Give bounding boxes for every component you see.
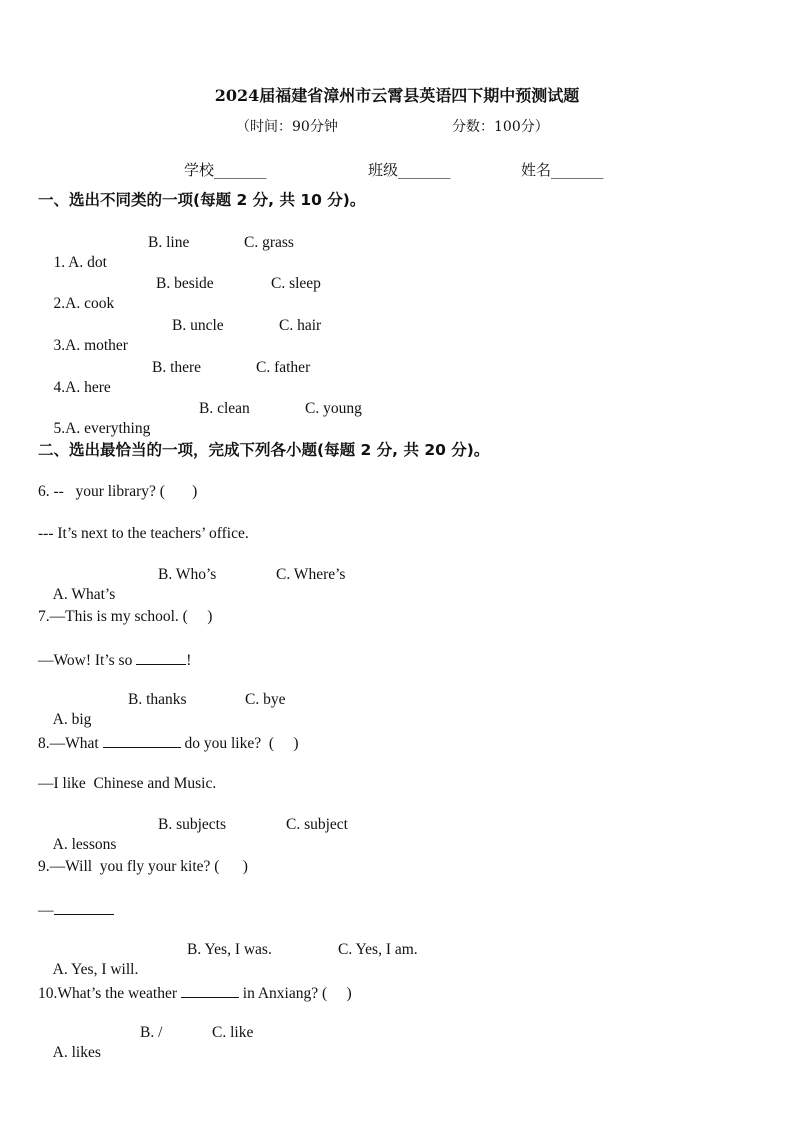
class-field: 班级_______ xyxy=(368,161,451,179)
section2-heading: 二、选出最恰当的一项，完成下列各小题(每题 2 分, 共 20 分)。 xyxy=(38,441,490,459)
q3-option-c: C. hair xyxy=(279,317,322,334)
q6-stem: 6. -- your library? ( ) xyxy=(38,483,198,500)
q4-option-c: C. father xyxy=(256,359,311,376)
q8-stem xyxy=(38,732,299,754)
q2-option-c: C. sleep xyxy=(271,275,321,292)
q8-stem-end: do you like? ( ) xyxy=(180,735,299,752)
q2-option-a: 2.A. cook xyxy=(53,295,115,312)
q10-stem-end: in Anxiang? ( ) xyxy=(238,985,352,1002)
q5-option-a: 5.A. everything xyxy=(53,420,151,437)
q6-option-b: B. Who’s xyxy=(158,566,217,583)
q4-option-b: B. there xyxy=(152,359,202,376)
q7-reply-end: ! xyxy=(186,652,192,669)
q7-option-a: A. big xyxy=(52,711,92,728)
q9-option-c: C. Yes, I am. xyxy=(338,941,418,958)
name-field: 姓名_______ xyxy=(521,161,604,179)
q9-option-a: A. Yes, I will. xyxy=(52,961,139,978)
q2-option-b: B. beside xyxy=(156,275,214,292)
q7-blank xyxy=(136,649,186,665)
q9-blank xyxy=(54,899,114,915)
q1-option-b: B. line xyxy=(148,234,190,251)
q6-option-a: A. What’s xyxy=(52,586,116,603)
q10-option-b: B. / xyxy=(140,1024,163,1041)
q9-reply-text: — xyxy=(38,902,54,919)
q3-option-b: B. uncle xyxy=(172,317,224,334)
q10-option-a: A. likes xyxy=(52,1044,101,1061)
q6-reply: --- It’s next to the teachers’ office. xyxy=(38,525,249,542)
q7-option-b: B. thanks xyxy=(128,691,187,708)
q1-option-a: 1. A. dot xyxy=(53,254,107,271)
q10-options xyxy=(38,1023,254,1123)
q9-stem: 9.—Will you fly your kite? ( ) xyxy=(38,858,248,875)
q9-reply xyxy=(38,899,114,921)
exam-title: 2024届福建省漳州市云霄县英语四下期中预测试题 xyxy=(214,86,580,105)
q1-option-c: C. grass xyxy=(244,234,294,251)
q8-stem-text: 8.—What xyxy=(38,735,103,752)
q10-option-c: C. like xyxy=(212,1024,254,1041)
exam-score: 分数：100分） xyxy=(452,119,549,135)
q10-stem xyxy=(38,982,352,1004)
q7-reply-text: —Wow! It’s so xyxy=(38,652,137,669)
q4-option-a: 4.A. here xyxy=(53,379,111,396)
q10-stem-text: 10.What’s the weather xyxy=(38,985,181,1002)
q7-stem: 7.—This is my school. ( ) xyxy=(38,608,213,625)
q5-option-b: B. clean xyxy=(199,400,250,417)
q5-option-c: C. young xyxy=(305,400,362,417)
q8-option-a: A. lessons xyxy=(52,836,117,853)
school-field: 学校_______ xyxy=(184,161,267,179)
q8-option-c: C. subject xyxy=(286,816,348,833)
q6-option-c: C. Where’s xyxy=(276,566,346,583)
q9-option-b: B. Yes, I was. xyxy=(187,941,272,958)
q8-option-b: B. subjects xyxy=(158,816,227,833)
section1-heading: 一、选出不同类的一项(每题 2 分, 共 10 分)。 xyxy=(38,191,366,209)
q3-option-a: 3.A. mother xyxy=(53,337,128,354)
q10-blank xyxy=(181,982,239,998)
q7-option-c: C. bye xyxy=(245,691,286,708)
q8-reply: —I like Chinese and Music. xyxy=(38,775,217,792)
exam-time: （时间：90分钟 xyxy=(236,119,338,135)
q8-blank xyxy=(103,732,181,748)
q7-reply xyxy=(38,649,191,671)
